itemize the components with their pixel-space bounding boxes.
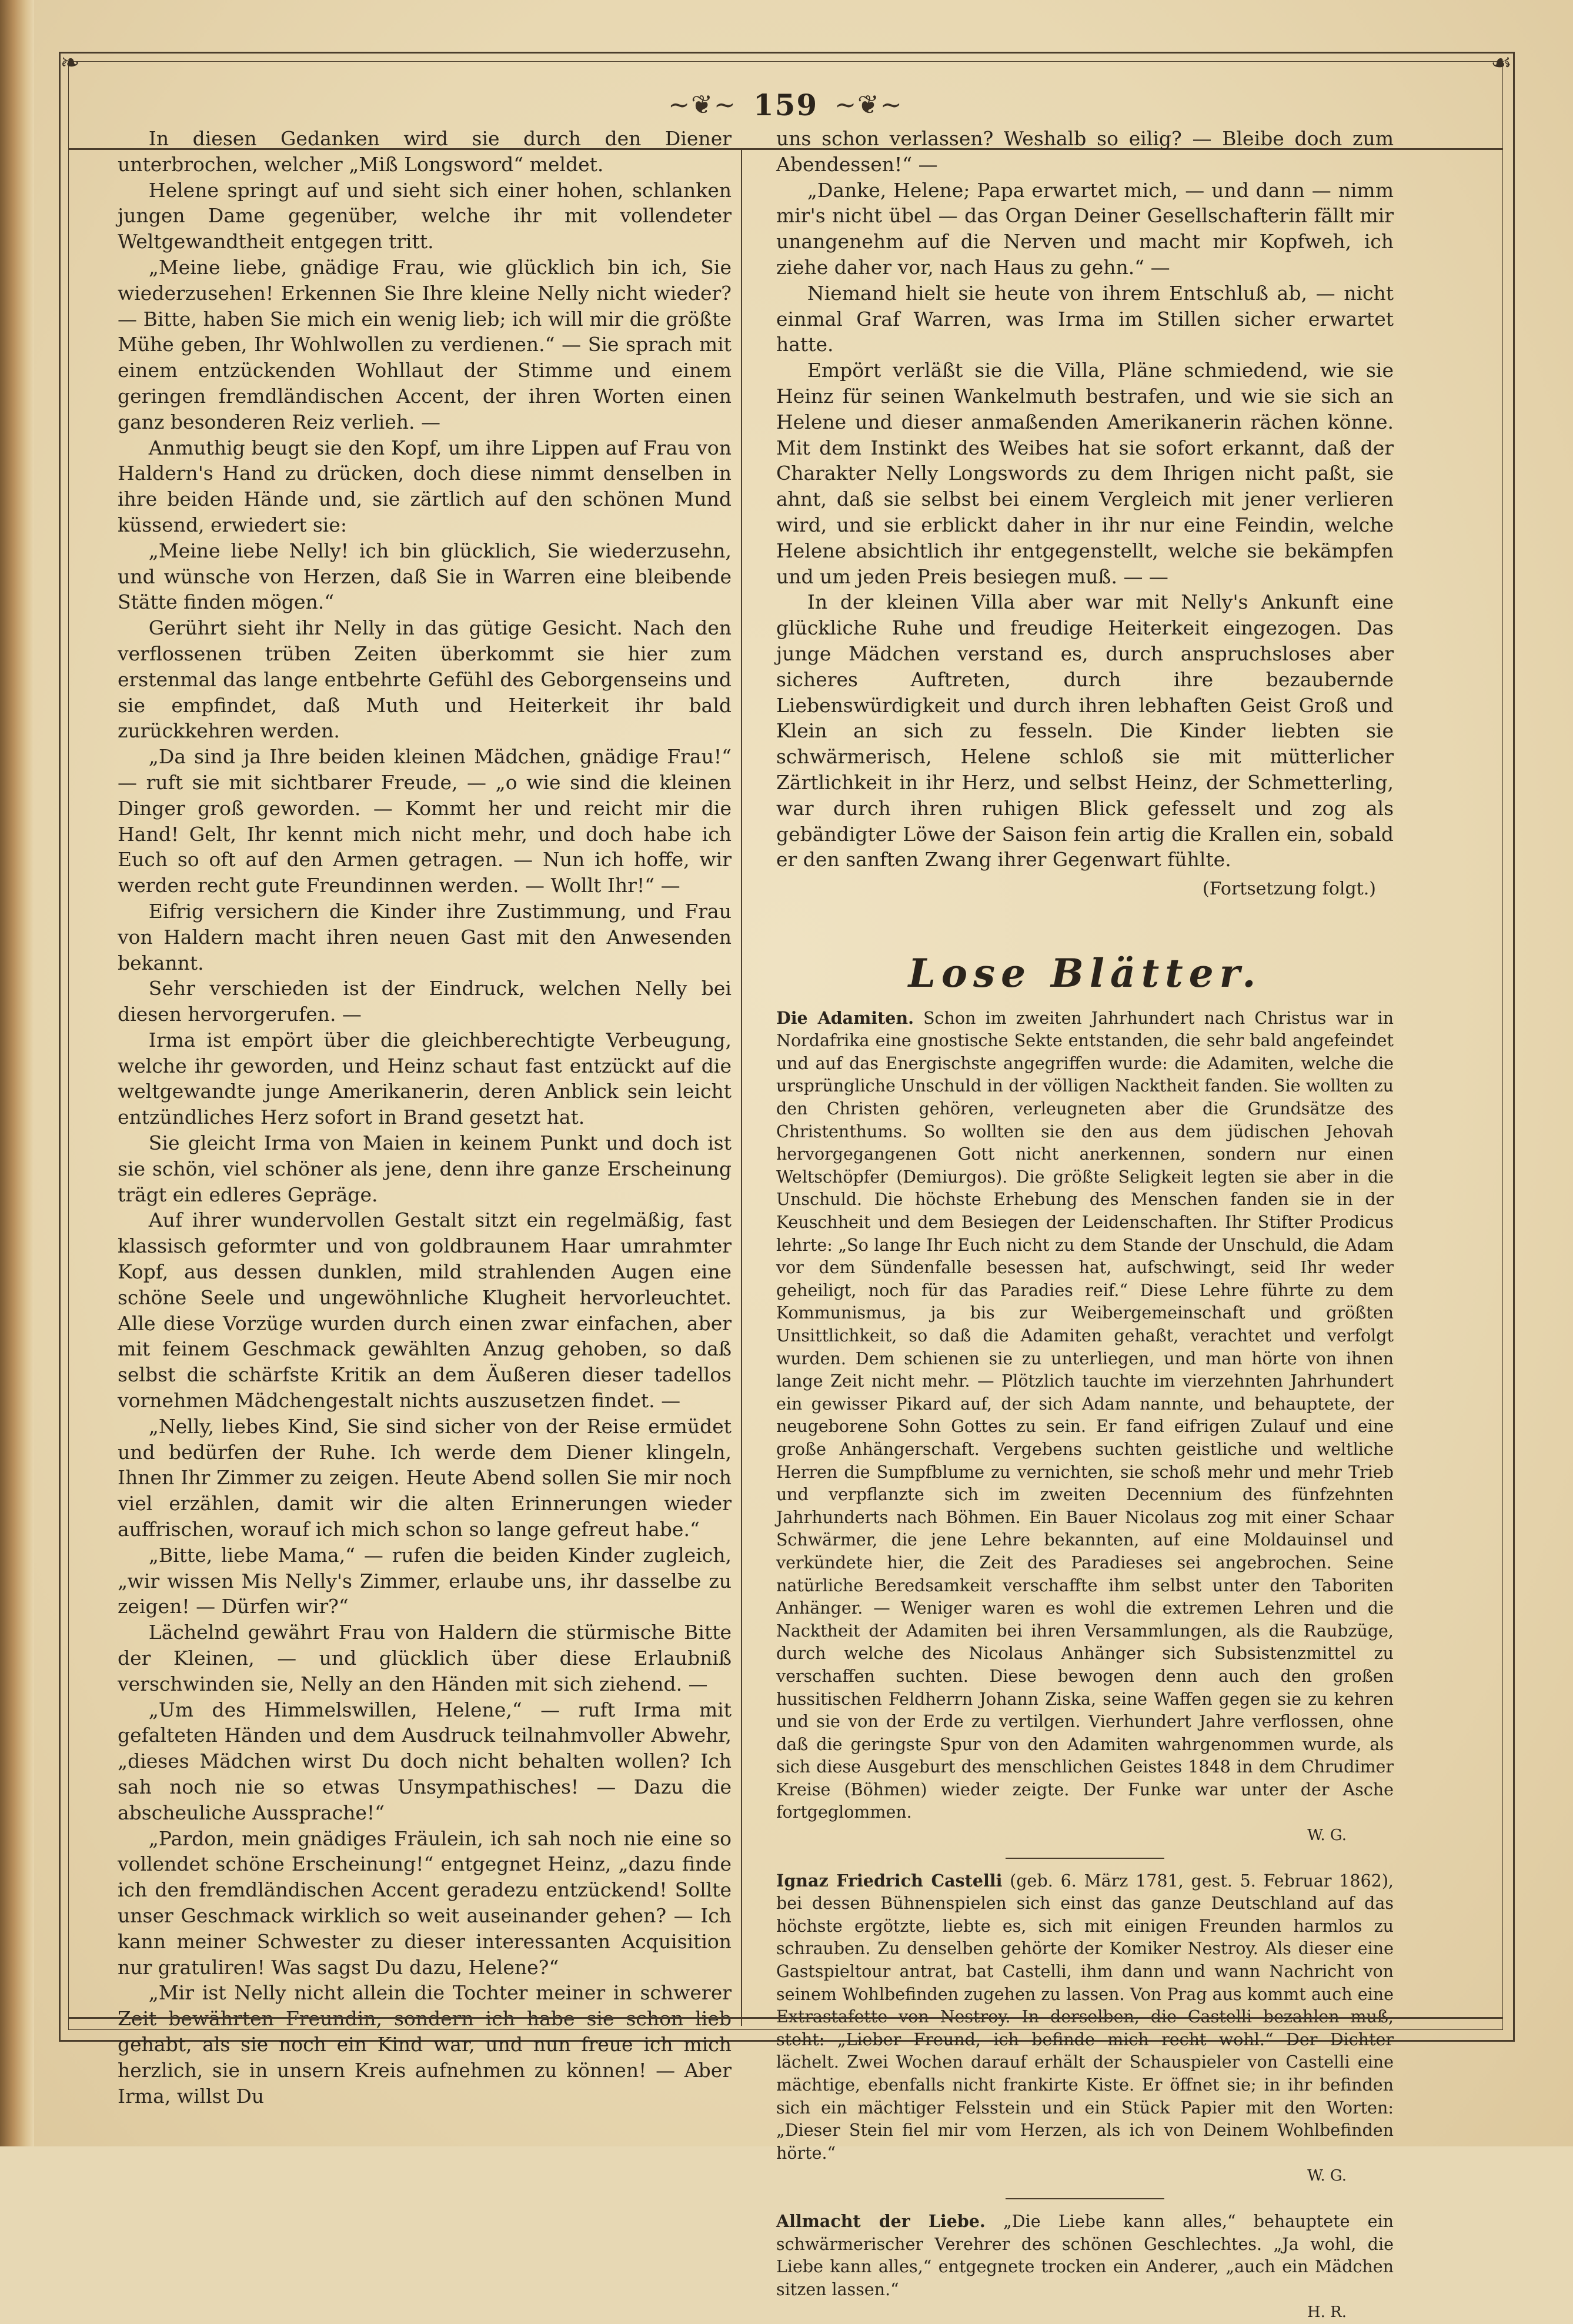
story-paragraph: Empört verläßt sie die Villa, Pläne schmiedend, wie sie Heinz für seinen Wankelmuth bestrafen, und wie sie sich an Helene und dieser anmaßenden Amerikanerin rächen könne. Mit dem Instinkt des Weibes hat sie sofort erkannt, daß der Charakter Nelly Longswords zu dem Ihrigen nicht paßt, sie ahnt, daß sie selbst bei einem Vergleich mit jener verlieren wird, und sie erblickt daher in ihr nur eine Feindin, welche Helene absichtlich ihr entgegenstellt, welche sie bekämpfen und um jeden Preis besiegen muß. — —	[776, 359, 1394, 588]
story-paragraph: Auf ihrer wundervollen Gestalt sitzt ein regelmäßig, fast klassisch geformter und von goldbraunem Haar umrahmter Kopf, aus dessen dunklen, mild strahlenden Augen eine schöne Seele und ungewöhnliche Klugheit hervorleuchtet. Alle diese Vorzüge wurden durch einen zwar einfachen, aber mit feinem Geschmack gewählten Anzug gehoben, so daß selbst die schärfste Kritik an dem Äußeren dieser tadellos vornehmen Mädchengestalt nichts auszusetzen findet. —	[118, 1208, 732, 1413]
right-column	[776, 126, 1394, 2324]
story-paragraph: Anmuthig beugt sie den Kopf, um ihre Lippen auf Frau von Haldern's Hand zu drücken, doch diese nimmt denselben in ihre beiden Hände und, sie zärtlich auf den schönen Mund küssend, erwiedert sie:	[118, 436, 732, 536]
header-ornament-right: ~❦~	[834, 89, 903, 120]
story-paragraph: Gerührt sieht ihr Nelly in das gütige Gesicht. Nach den verflossenen trüben Zeiten überkommt sie hier zum erstenmal das lange entbehrte Gefühl des Geborgenseins und sie empfindet, daß Muth und Heiterkeit ihr bald zurückkehren werden.	[118, 616, 732, 743]
column-divider	[741, 150, 742, 2026]
corner-ornament-icon: ❧	[60, 49, 80, 76]
item-separator	[1006, 1858, 1164, 1859]
item-body: (geb. 6. März 1781, gest. 5. Februar 1862), bei dessen Bühnenspielen sich einst das ganze Deutschland auf das höchste ergötzte, liebte es, sich mit einigen Freunden harmlos zu schrauben. Zu denselben gehörte der Komiker Nestroy. Als dieser eine Gastspieltour antrat, bat Castelli, ihm dann und wann Nachricht von seinem Wohlbefinden zugehen zu lassen. Von Prag aus kommt auch eine Extrastafette von Nestroy. In derselben, die Castelli bezahlen muß, steht: „Lieber Freund, ich befinde mich recht wohl.“ Der Dichter lächelt. Zwei Wochen darauf erhält der Schauspieler von Castelli eine mächtige, ebenfalls nicht frankirte Kiste. Er öffnet sie; in ihr befinden sich ein mächtiger Felsstein und ein Stück Papier mit den Worten: „Dieser Stein fiel mir vom Herzen, als ich von Deinem Wohlbefinden hörte.“	[776, 1871, 1394, 2163]
story-paragraph: Sie gleicht Irma von Maien in keinem Punkt und doch ist sie schön, viel schöner als jene, denn ihre ganze Erscheinung trägt ein edleres Gepräge.	[118, 1131, 732, 1206]
story-paragraph: „Danke, Helene; Papa erwartet mich, — und dann — nimm mir's nicht übel — das Organ Deiner Gesellschafterin fällt mir unangenehm auf die Nerven und macht mir Kopfweh, ich ziehe daher vor, nach Haus zu gehn.“ —	[776, 178, 1394, 279]
continuation-note: (Fortsetzung folgt.)	[1203, 879, 1376, 900]
miscellany-item	[776, 1007, 1394, 1847]
story-paragraph: „Nelly, liebes Kind, Sie sind sicher von der Reise ermüdet und bedürfen der Ruhe. Ich werde dem Diener klingeln, Ihnen Ihr Zimmer zu zeigen. Heute Abend sollen Sie mir noch viel erzählen, damit wir die alten Erinnerungen wieder auffrischen, worauf ich mich schon so lange gefreut habe.“	[118, 1414, 732, 1541]
book-binding-edge	[0, 0, 34, 2146]
section-title: Lose Blätter.	[908, 950, 1262, 996]
item-signature: W. G.	[1307, 1827, 1347, 1845]
story-paragraph: „Mir ist Nelly nicht allein die Tochter meiner in schwerer Zeit bewährten Freundin, sondern ich habe sie schon lieb gehabt, als sie noch ein Kind war, und nun freue ich mich herzlich, sie in unsern Kreis aufnehmen zu können! — Aber Irma, willst Du	[118, 1981, 732, 2108]
page-number: 159	[753, 87, 819, 122]
story-paragraph: Sehr verschieden ist der Eindruck, welchen Nelly bei diesen hervorgerufen. —	[118, 977, 732, 1026]
item-signature: H. R.	[1307, 2303, 1347, 2322]
story-paragraph: Eifrig versichern die Kinder ihre Zustimmung, und Frau von Haldern macht ihren neuen Gast mit den Anwesenden bekannt.	[118, 899, 732, 974]
miscellany-item	[776, 2210, 1394, 2324]
item-body: „Die Liebe kann alles,“ behauptete ein schwärmerischer Verehrer des schönen Geschlechtes. „Ja wohl, die Liebe kann alles,“ entgegnete trocken ein Anderer, „auch ein Mädchen sitzen lassen.“	[776, 2211, 1394, 2299]
miscellany-paragraph	[776, 2210, 1394, 2301]
story-paragraph: „Meine liebe Nelly! ich bin glücklich, Sie wiederzusehn, und wünsche von Herzen, daß Sie in Warren eine bleibende Stätte finden mögen.“	[118, 539, 732, 614]
story-paragraph: In diesen Gedanken wird sie durch den Diener unterbrochen, welcher „Miß Longsword“ meldet.	[118, 127, 732, 176]
item-signature: W. G.	[1307, 2167, 1347, 2185]
item-headline: Die Adamiten.	[776, 1007, 914, 1028]
item-headline: Allmacht der Liebe.	[776, 2211, 986, 2231]
item-separator	[1006, 2198, 1164, 2199]
story-paragraph: Niemand hielt sie heute von ihrem Entschluß ab, — nicht einmal Graf Warren, was Irma im Stillen sicher erwartet hatte.	[776, 281, 1394, 356]
header-ornament-left: ~❦~	[668, 89, 737, 120]
story-paragraph: „Pardon, mein gnädiges Fräulein, ich sah noch nie eine so vollendet schöne Erscheinung!“ entgegnet Heinz, „dazu finde ich den fremdländischen Accent geradezu entzückend! Sollte unser Geschmack wirklich so weit auseinander gehen? — Ich kann meiner Schwester zu dieser interessanten Acquisition nur gratuliren! Was sagst Du dazu, Helene?“	[118, 1827, 732, 1979]
miscellany-paragraph	[776, 1007, 1394, 1824]
story-paragraph: In der kleinen Villa aber war mit Nelly's Ankunft eine glückliche Ruhe und freudige Heiterkeit eingezogen. Das junge Mädchen verstand es, durch anspruchsloses aber sicheres Auftreten, durch ihre bezaubernde Liebenswürdigkeit und durch ihren lebhaften Geist Groß und Klein an sich zu fesseln. Die Kinder liebten sie schwärmerisch, Helene schloß sie mit mütterlicher Zärtlichkeit in ihr Herz, und selbst Heinz, der Schmetterling, war durch ihren ruhigen Blick gefesselt und zog als gebändigter Löwe der Saison fein artig die Krallen ein, sobald er den sanften Zwang ihrer Gegenwart fühlte.	[776, 590, 1394, 872]
story-paragraph: Helene springt auf und sieht sich einer hohen, schlanken jungen Dame gegenüber, welche ihr mit vollendeter Weltgewandtheit entgegen tritt.	[118, 178, 732, 253]
story-paragraph: „Meine liebe, gnädige Frau, wie glücklich bin ich, Sie wiederzusehen! Erkennen Sie Ihre kleine Nelly nicht wieder? — Bitte, haben Sie mich ein wenig lieb; ich will mir die größte Mühe geben, Ihr Wohlwollen zu verdienen.“ — Sie sprach mit einem entzückenden Wohllaut der Stimme und einem geringen fremdländischen Accent, der ihren Worten einen ganz besonderen Reiz verlieh. —	[118, 255, 732, 433]
story-paragraph: „Bitte, liebe Mama,“ — rufen die beiden Kinder zugleich, „wir wissen Mis Nelly's Zimmer, erlaube uns, ihr dasselbe zu zeigen! — Dürfen wir?“	[118, 1543, 732, 1618]
left-column	[118, 126, 732, 2109]
miscellany-item	[776, 1869, 1394, 2188]
item-headline: Ignaz Friedrich Castelli	[776, 1870, 1003, 1891]
story-paragraph: „Um des Himmelswillen, Helene,“ — ruft Irma mit gefalteten Händen und dem Ausdruck teilnahmvoller Abwehr, „dieses Mädchen wirst Du doch nicht behalten wollen? Ich sah noch nie so etwas Unsympathisches! — Dazu die abscheuliche Aussprache!“	[118, 1698, 732, 1824]
story-paragraph: „Da sind ja Ihre beiden kleinen Mädchen, gnädige Frau!“ — ruft sie mit sichtbarer Freude, — „o wie sind die kleinen Dinger groß geworden. — Kommt her und reicht mir die Hand! Gelt, Ihr kennt mich nicht mehr, und doch habe ich Euch so oft auf den Armen getragen. — Nun ich hoffe, wir werden recht gute Freundinnen werden. — Wollt Ihr!“ —	[118, 745, 732, 897]
story-paragraph: Lächelnd gewährt Frau von Haldern die stürmische Bitte der Kleinen, — und glücklich über diese Erlaubniß verschwinden sie, Nelly an den Händen mit sich ziehend. —	[118, 1621, 732, 1695]
bottom-rule	[68, 2017, 1503, 2019]
story-paragraph: Irma ist empört über die gleichberechtigte Verbeugung, welche ihr geworden, und Heinz schaut fast entzückt auf die weltgewandte junge Amerikanerin, deren Anblick sein leicht entzündliches Herz sofort in Brand gesetzt hat.	[118, 1028, 732, 1129]
item-body: Schon im zweiten Jahrhundert nach Christus war in Nordafrika eine gnostische Sekte entstanden, die sehr bald angefeindet und auf das Energischste angegriffen wurde: die Adamiten, welche die ursprüngliche Unschuld in der völligen Nacktheit fanden. Sie wollten zu den Christen gehören, verleugneten aber die Grundsätze des Christenthums. So wollten sie den aus dem jüdischen Jehovah hervorgegangenen Gott nicht anerkennen, sondern nur einen Weltschöpfer (Demiurgos). Die größte Seligkeit legten sie aber in die Unschuld. Die höchste Erhebung des Menschen fanden sie in der Keuschheit und dem Besiegen der Leidenschaften. Ihr Stifter Prodicus lehrte: „So lange Ihr Euch nicht zu dem Stande der Unschuld, die Adam vor dem Sündenfalle besessen hat, aufschwingt, seid Ihr weder geheiligt, noch für das Paradies reif.“ Diese Lehre führte zu dem Kommunismus, ja bis zur Weibergemeinschaft und größten Unsittlichkeit, so daß die Adamiten gehaßt, verachtet und verfolgt wurden. Dem schienen sie zu unterliegen, und man hörte von ihnen lange Zeit nicht mehr. — Plötzlich tauchte im vierzehnten Jahrhundert ein gewisser Pikard auf, der sich Adam nannte, und behauptete, der neugeborene Sohn Gottes zu sein. Er fand eifrigen Zulauf und eine große Anhängerschaft. Vergebens suchten geistliche und weltliche Herren die Sumpfblume zu vernichten, sie schoß mehr und mehr Trieb und verpflanzte sich im zweiten Decennium des fünfzehnten Jahrhunderts nach Böhmen. Ein Bauer Nicolaus zog mit einer Schaar Schwärmer, die jene Lehre bekannten, auf eine Moldauinsel und verkündete hier, die Zeit des Paradieses sei angebrochen. Seine natürliche Beredsamkeit verschaffte ihm selbst unter den Taboriten Anhänger. — Weniger waren es wohl die extremen Lehren und die Nacktheit der Adamiten bei ihren Versammlungen, als die Raubzüge, durch welche des Nicolaus Anhänger sich Subsistenzmittel zu verschaffen suchten. Diese bewogen denn auch den großen hussitischen Feldherrn Johann Ziska, seine Waffen gegen sie zu kehren und sie von der Erde zu vertilgen. Vierhundert Jahre verflossen, ohne daß die geringste Spur von den Adamiten wahrgenommen wurde, als sich diese Ausgeburt des menschlichen Geistes 1848 in dem Chrudimer Kreise (Böhmen) wieder zeigte. Der Funke war unter der Asche fortgeglommen.	[776, 1008, 1394, 1822]
corner-ornament-icon: ☙	[1491, 49, 1512, 76]
story-paragraph: uns schon verlassen? Weshalb so eilig? — Bleibe doch zum Abendessen!“ —	[776, 127, 1394, 176]
